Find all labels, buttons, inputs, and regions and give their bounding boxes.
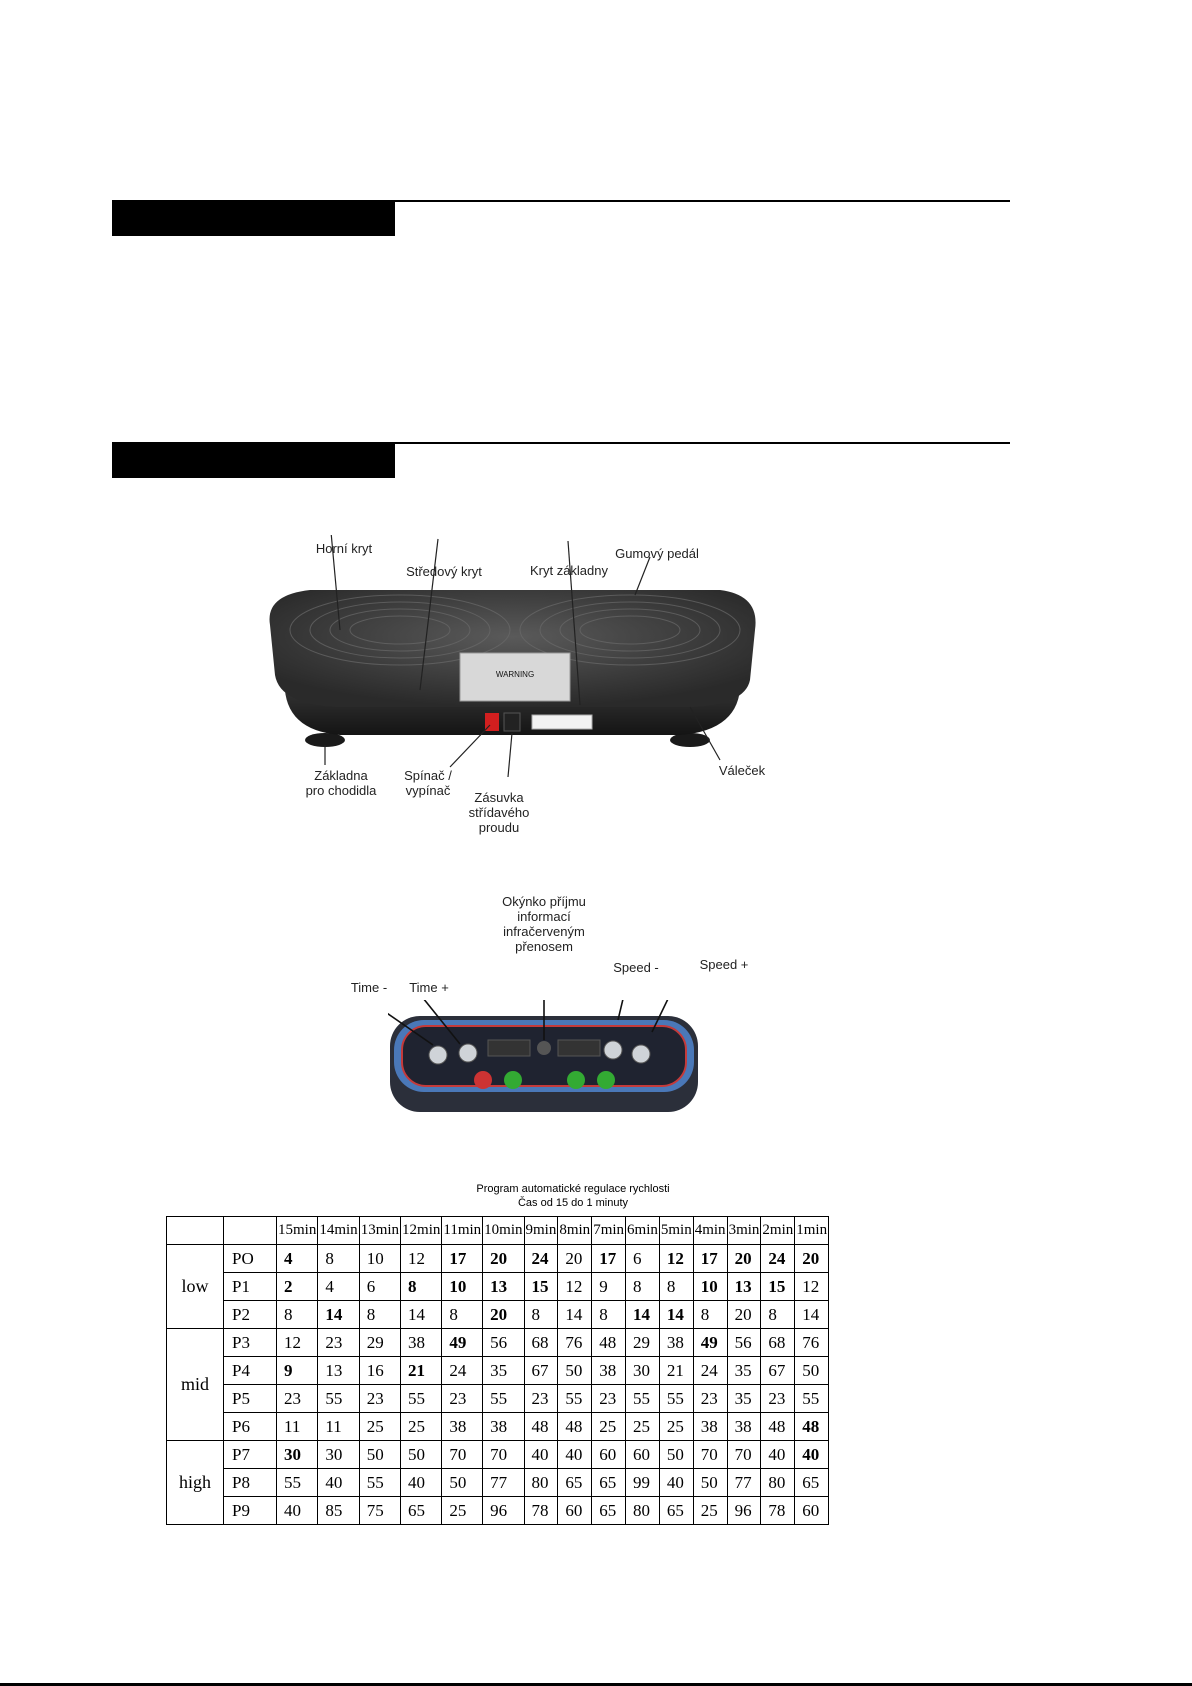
speed-value-cell: 49 [442, 1329, 483, 1357]
platform-foot-left [305, 733, 345, 747]
speed-value-cell: 20 [795, 1245, 829, 1273]
speed-value-cell: 4 [277, 1245, 318, 1273]
speed-value-cell: 20 [727, 1245, 761, 1273]
speed-value-cell: 50 [359, 1441, 400, 1469]
program-label: PO [224, 1245, 277, 1273]
speed-value-cell: 68 [761, 1329, 795, 1357]
speed-value-cell: 55 [626, 1385, 660, 1413]
program-label: P6 [224, 1413, 277, 1441]
label-zakladna-line2: pro chodidla [305, 783, 377, 798]
speed-value-cell: 24 [524, 1245, 558, 1273]
speed-value-cell: 96 [727, 1497, 761, 1525]
column-header: 9min [524, 1217, 558, 1245]
speed-value-cell: 10 [442, 1273, 483, 1301]
speed-value-cell: 56 [727, 1329, 761, 1357]
speed-value-cell: 38 [401, 1329, 442, 1357]
section-rule-2 [306, 442, 1010, 444]
speed-value-cell: 68 [524, 1329, 558, 1357]
control-panel-photo [388, 1000, 700, 1112]
column-header: 3min [727, 1217, 761, 1245]
speed-value-cell: 23 [693, 1385, 727, 1413]
speed-value-cell: 25 [626, 1413, 660, 1441]
speed-value-cell: 8 [318, 1245, 359, 1273]
speed-plus-button-icon [632, 1045, 650, 1063]
speed-value-cell: 78 [524, 1497, 558, 1525]
section-heading-bar-2 [112, 442, 395, 478]
speed-value-cell: 15 [761, 1273, 795, 1301]
speed-value-cell: 9 [277, 1357, 318, 1385]
speed-green-button-icon-2 [597, 1071, 615, 1089]
speed-program-table [166, 1216, 829, 1525]
label-time-plus: Time + [409, 980, 449, 995]
speed-value-cell: 55 [277, 1469, 318, 1497]
speed-value-cell: 76 [558, 1329, 592, 1357]
label-okynko [486, 894, 602, 954]
speed-value-cell: 50 [442, 1469, 483, 1497]
label-spinac-line1: Spínač / [404, 768, 452, 783]
speed-value-cell: 60 [795, 1497, 829, 1525]
speed-value-cell: 12 [277, 1329, 318, 1357]
table-row [167, 1301, 829, 1329]
group-label: low [167, 1245, 224, 1329]
label-spinac-vypinac [393, 768, 463, 798]
table-row [167, 1441, 829, 1469]
speed-value-cell: 8 [359, 1301, 400, 1329]
speed-value-cell: 17 [442, 1245, 483, 1273]
speed-value-cell: 6 [626, 1245, 660, 1273]
section-heading-bar-1 [112, 200, 395, 236]
time-green-button-icon [504, 1071, 522, 1089]
column-header: 5min [659, 1217, 693, 1245]
speed-value-cell: 25 [359, 1413, 400, 1441]
section-rule-1 [306, 200, 1010, 202]
group-label: mid [167, 1329, 224, 1441]
label-horni-kryt: Horní kryt [315, 541, 373, 556]
speed-value-cell: 14 [795, 1301, 829, 1329]
corner-cell-2 [224, 1217, 277, 1245]
speed-value-cell: 20 [483, 1301, 524, 1329]
column-header: 1min [795, 1217, 829, 1245]
speed-value-cell: 8 [659, 1273, 693, 1301]
speed-value-cell: 70 [727, 1441, 761, 1469]
speed-value-cell: 55 [318, 1385, 359, 1413]
column-header: 13min [359, 1217, 400, 1245]
label-spinac-line2: vypínač [405, 783, 451, 798]
speed-value-cell: 35 [727, 1385, 761, 1413]
speed-value-cell: 23 [277, 1385, 318, 1413]
speed-value-cell: 35 [483, 1357, 524, 1385]
speed-value-cell: 99 [626, 1469, 660, 1497]
speed-value-cell: 25 [442, 1497, 483, 1525]
speed-value-cell: 40 [524, 1441, 558, 1469]
speed-value-cell: 55 [659, 1385, 693, 1413]
time-red-button-icon [474, 1071, 492, 1089]
time-plus-button-icon [459, 1044, 477, 1062]
program-label: P5 [224, 1385, 277, 1413]
time-display [488, 1040, 530, 1056]
label-zasuvka-line2: střídavého [468, 805, 530, 820]
program-label: P4 [224, 1357, 277, 1385]
ir-receiver-window [537, 1041, 551, 1055]
speed-value-cell: 24 [442, 1357, 483, 1385]
speed-value-cell: 14 [558, 1301, 592, 1329]
speed-value-cell: 20 [558, 1245, 592, 1273]
speed-value-cell: 25 [693, 1497, 727, 1525]
speed-value-cell: 25 [592, 1413, 626, 1441]
speed-minus-button-icon [604, 1041, 622, 1059]
speed-value-cell: 56 [483, 1329, 524, 1357]
platform-foot-right [670, 733, 710, 747]
speed-value-cell: 55 [483, 1385, 524, 1413]
speed-display [558, 1040, 600, 1056]
label-speed-minus: Speed - [613, 960, 659, 975]
leader-gumovy-pedal [635, 557, 650, 595]
time-minus-button-icon [429, 1046, 447, 1064]
program-label: P9 [224, 1497, 277, 1525]
speed-value-cell: 50 [558, 1357, 592, 1385]
speed-value-cell: 10 [359, 1245, 400, 1273]
speed-value-cell: 48 [558, 1413, 592, 1441]
speed-value-cell: 10 [693, 1273, 727, 1301]
column-header: 11min [442, 1217, 483, 1245]
speed-value-cell: 14 [318, 1301, 359, 1329]
label-okynko-line4: přenosem [515, 939, 573, 954]
table-caption-2: Čas od 15 do 1 minuty [517, 1197, 629, 1209]
speed-value-cell: 55 [558, 1385, 592, 1413]
speed-value-cell: 65 [659, 1497, 693, 1525]
speed-value-cell: 17 [592, 1245, 626, 1273]
speed-value-cell: 14 [401, 1301, 442, 1329]
speed-value-cell: 78 [761, 1497, 795, 1525]
ac-socket [504, 713, 520, 731]
speed-value-cell: 29 [626, 1329, 660, 1357]
speed-value-cell: 50 [693, 1469, 727, 1497]
speed-value-cell: 25 [401, 1413, 442, 1441]
speed-value-cell: 80 [626, 1497, 660, 1525]
column-header: 8min [558, 1217, 592, 1245]
speed-value-cell: 23 [524, 1385, 558, 1413]
speed-value-cell: 40 [659, 1469, 693, 1497]
speed-value-cell: 8 [524, 1301, 558, 1329]
speed-value-cell: 38 [727, 1413, 761, 1441]
label-okynko-line2: informací [517, 909, 571, 924]
speed-value-cell: 14 [626, 1301, 660, 1329]
speed-value-cell: 50 [659, 1441, 693, 1469]
speed-value-cell: 35 [727, 1357, 761, 1385]
speed-value-cell: 8 [592, 1301, 626, 1329]
speed-value-cell: 38 [442, 1413, 483, 1441]
speed-value-cell: 13 [318, 1357, 359, 1385]
speed-value-cell: 9 [592, 1273, 626, 1301]
column-header: 7min [592, 1217, 626, 1245]
table-row [167, 1273, 829, 1301]
speed-value-cell: 6 [359, 1273, 400, 1301]
speed-value-cell: 40 [401, 1469, 442, 1497]
speed-value-cell: 38 [592, 1357, 626, 1385]
speed-value-cell: 11 [318, 1413, 359, 1441]
speed-value-cell: 30 [318, 1441, 359, 1469]
speed-value-cell: 65 [592, 1469, 626, 1497]
label-zakladna-line1: Základna [314, 768, 368, 783]
label-zasuvka-line1: Zásuvka [474, 790, 524, 805]
label-okynko-line1: Okýnko příjmu [502, 894, 586, 909]
program-label: P8 [224, 1469, 277, 1497]
table-row [167, 1329, 829, 1357]
speed-value-cell: 77 [727, 1469, 761, 1497]
speed-value-cell: 20 [483, 1245, 524, 1273]
speed-value-cell: 8 [626, 1273, 660, 1301]
speed-value-cell: 48 [524, 1413, 558, 1441]
group-label: high [167, 1441, 224, 1525]
speed-value-cell: 17 [693, 1245, 727, 1273]
program-label: P2 [224, 1301, 277, 1329]
speed-value-cell: 24 [761, 1245, 795, 1273]
speed-value-cell: 30 [626, 1357, 660, 1385]
program-label: P1 [224, 1273, 277, 1301]
label-stredovy-kryt: Středový kryt [406, 564, 482, 579]
speed-value-cell: 38 [483, 1413, 524, 1441]
speed-value-cell: 70 [693, 1441, 727, 1469]
speed-value-cell: 60 [592, 1441, 626, 1469]
speed-value-cell: 12 [401, 1245, 442, 1273]
speed-value-cell: 65 [558, 1469, 592, 1497]
speed-value-cell: 12 [795, 1273, 829, 1301]
speed-value-cell: 70 [483, 1441, 524, 1469]
speed-value-cell: 2 [277, 1273, 318, 1301]
speed-value-cell: 12 [659, 1245, 693, 1273]
speed-value-cell: 8 [442, 1301, 483, 1329]
speed-value-cell: 65 [401, 1497, 442, 1525]
speed-value-cell: 48 [761, 1413, 795, 1441]
column-header: 4min [693, 1217, 727, 1245]
speed-value-cell: 80 [524, 1469, 558, 1497]
speed-value-cell: 85 [318, 1497, 359, 1525]
speed-value-cell: 13 [727, 1273, 761, 1301]
speed-value-cell: 55 [359, 1469, 400, 1497]
label-zasuvka-line3: proudu [478, 820, 520, 835]
label-zakladna-pro-chodidla [296, 768, 386, 798]
leader-zasuvka [508, 733, 512, 777]
warning-sticker-text: WARNING [495, 670, 535, 679]
speed-value-cell: 20 [727, 1301, 761, 1329]
speed-value-cell: 25 [659, 1413, 693, 1441]
label-time-minus: Time - [350, 980, 388, 995]
label-speed-plus: Speed + [699, 957, 749, 972]
speed-value-cell: 4 [318, 1273, 359, 1301]
speed-value-cell: 21 [401, 1357, 442, 1385]
label-gumovy-pedal: Gumový pedál [615, 546, 699, 561]
program-label: P7 [224, 1441, 277, 1469]
table-row [167, 1413, 829, 1441]
speed-green-button-icon-1 [567, 1071, 585, 1089]
table-header-row [167, 1217, 829, 1245]
speed-value-cell: 21 [659, 1357, 693, 1385]
speed-value-cell: 40 [558, 1441, 592, 1469]
speed-value-cell: 40 [795, 1441, 829, 1469]
speed-value-cell: 12 [558, 1273, 592, 1301]
speed-value-cell: 77 [483, 1469, 524, 1497]
column-header: 10min [483, 1217, 524, 1245]
speed-value-cell: 40 [761, 1441, 795, 1469]
rating-label [532, 715, 592, 729]
speed-value-cell: 23 [318, 1329, 359, 1357]
speed-value-cell: 80 [761, 1469, 795, 1497]
speed-value-cell: 49 [693, 1329, 727, 1357]
speed-value-cell: 48 [795, 1413, 829, 1441]
speed-value-cell: 8 [761, 1301, 795, 1329]
speed-value-cell: 23 [592, 1385, 626, 1413]
speed-value-cell: 15 [524, 1273, 558, 1301]
speed-value-cell: 13 [483, 1273, 524, 1301]
column-header: 14min [318, 1217, 359, 1245]
speed-value-cell: 23 [761, 1385, 795, 1413]
speed-value-cell: 29 [359, 1329, 400, 1357]
table-row [167, 1245, 829, 1273]
speed-value-cell: 75 [359, 1497, 400, 1525]
speed-value-cell: 23 [442, 1385, 483, 1413]
column-header: 2min [761, 1217, 795, 1245]
speed-value-cell: 65 [795, 1469, 829, 1497]
label-valecek: Váleček [718, 763, 766, 778]
table-row [167, 1357, 829, 1385]
speed-value-cell: 50 [401, 1441, 442, 1469]
speed-value-cell: 8 [693, 1301, 727, 1329]
speed-value-cell: 30 [277, 1441, 318, 1469]
corner-cell-1 [167, 1217, 224, 1245]
speed-value-cell: 23 [359, 1385, 400, 1413]
speed-value-cell: 55 [795, 1385, 829, 1413]
speed-value-cell: 8 [401, 1273, 442, 1301]
table-caption-1: Program automatické regulace rychlosti [476, 1183, 670, 1195]
speed-value-cell: 65 [592, 1497, 626, 1525]
speed-value-cell: 55 [401, 1385, 442, 1413]
column-header: 15min [277, 1217, 318, 1245]
speed-value-cell: 50 [795, 1357, 829, 1385]
speed-value-cell: 67 [761, 1357, 795, 1385]
program-label: P3 [224, 1329, 277, 1357]
label-okynko-line3: infračerveným [503, 924, 585, 939]
speed-value-cell: 11 [277, 1413, 318, 1441]
speed-value-cell: 96 [483, 1497, 524, 1525]
table-row [167, 1385, 829, 1413]
table-row [167, 1497, 829, 1525]
table-row [167, 1469, 829, 1497]
speed-value-cell: 38 [693, 1413, 727, 1441]
label-zasuvka [464, 790, 534, 835]
speed-value-cell: 14 [659, 1301, 693, 1329]
speed-program-table-body [167, 1217, 829, 1525]
speed-value-cell: 76 [795, 1329, 829, 1357]
speed-value-cell: 67 [524, 1357, 558, 1385]
column-header: 12min [401, 1217, 442, 1245]
speed-value-cell: 24 [693, 1357, 727, 1385]
column-header: 6min [626, 1217, 660, 1245]
speed-value-cell: 48 [592, 1329, 626, 1357]
label-kryt-zakladny: Kryt základny [529, 563, 609, 578]
speed-value-cell: 40 [277, 1497, 318, 1525]
speed-value-cell: 38 [659, 1329, 693, 1357]
speed-value-cell: 8 [277, 1301, 318, 1329]
speed-value-cell: 60 [558, 1497, 592, 1525]
speed-value-cell: 60 [626, 1441, 660, 1469]
speed-value-cell: 70 [442, 1441, 483, 1469]
speed-value-cell: 16 [359, 1357, 400, 1385]
speed-value-cell: 40 [318, 1469, 359, 1497]
